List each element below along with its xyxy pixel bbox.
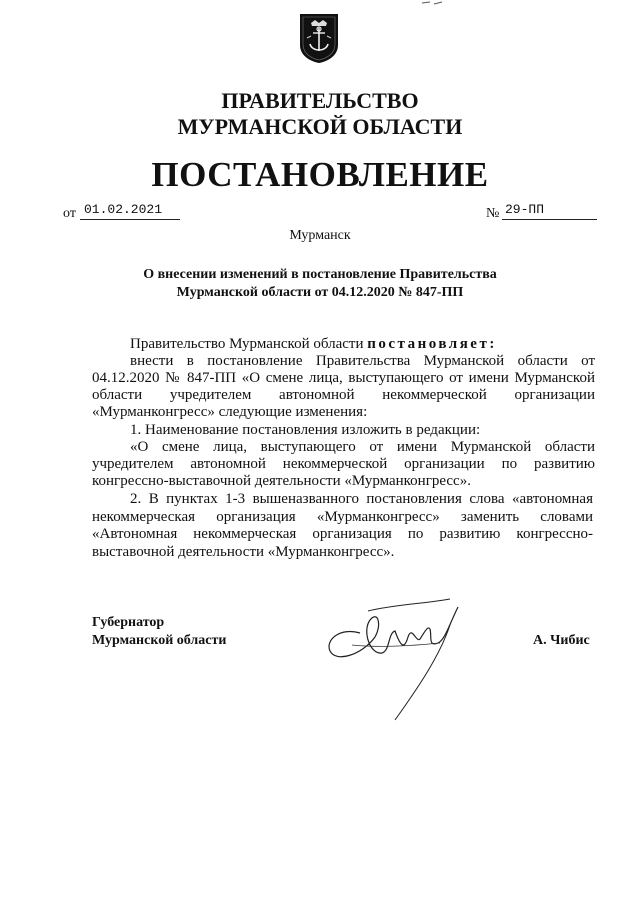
date-label: от bbox=[63, 206, 76, 221]
item-2-line: выставочной деятельности «Мурманконгресс». bbox=[92, 544, 395, 560]
document-number: 29-ПП bbox=[505, 202, 545, 217]
city-name: Мурманск bbox=[289, 228, 351, 243]
number-underline bbox=[502, 219, 597, 220]
paragraph-line: внести в постановление Правительства Мурманской области от bbox=[130, 353, 595, 369]
date-underline bbox=[80, 219, 180, 220]
quote-line: «О смене лица, выступающего от имени Мурманской области bbox=[130, 439, 595, 455]
paragraph-line: 04.12.2020 № 847-ПП «О смене лица, выступающего от имени Мурманской bbox=[92, 370, 595, 386]
intro-text: Правительство Мурманской области bbox=[130, 336, 368, 352]
document-type-title: ПОСТАНОВЛЕНИЕ bbox=[151, 155, 489, 194]
pen-mark bbox=[420, 0, 444, 6]
item-2-line: 2. В пунктах 1-3 вышеназванного постановления слова «автономная bbox=[130, 491, 593, 507]
subject-line2: Мурманской области от 04.12.2020 № 847-ПП bbox=[176, 285, 464, 300]
document-date: 01.02.2021 bbox=[84, 202, 163, 217]
subject-line1: О внесении изменений в постановление Правительства bbox=[143, 267, 497, 282]
signatory-title-line2: Мурманской области bbox=[92, 633, 227, 648]
handwritten-signature bbox=[300, 585, 480, 725]
number-label: № bbox=[486, 206, 500, 221]
item-2-line: некоммерческая организация «Мурманконгресс» заменить словами bbox=[92, 509, 593, 525]
item-2-line: «Автономная некоммерческая организация по развитию конгрессно- bbox=[92, 526, 593, 542]
org-name-line2: МУРМАНСКОЙ ОБЛАСТИ bbox=[177, 114, 463, 139]
paragraph-line: области учредителем автономной некоммерческой организации bbox=[92, 387, 595, 403]
intro-line bbox=[130, 336, 497, 353]
quote-line: учредителем автономной некоммерческой организации по развитию bbox=[92, 456, 595, 472]
coat-of-arms-emblem bbox=[297, 11, 341, 64]
signatory-title-line1: Губернатор bbox=[92, 615, 165, 630]
item-1: 1. Наименование постановления изложить в редакции: bbox=[130, 422, 481, 438]
org-name-line1: ПРАВИТЕЛЬСТВО bbox=[221, 88, 419, 113]
signatory-name: А. Чибис bbox=[533, 633, 590, 648]
quote-line: конгрессно-выставочной деятельности «Мурманконгресс». bbox=[92, 473, 471, 489]
paragraph-line: «Мурманконгресс» следующие изменения: bbox=[92, 404, 368, 420]
decree-verb: постановляет: bbox=[367, 336, 497, 352]
